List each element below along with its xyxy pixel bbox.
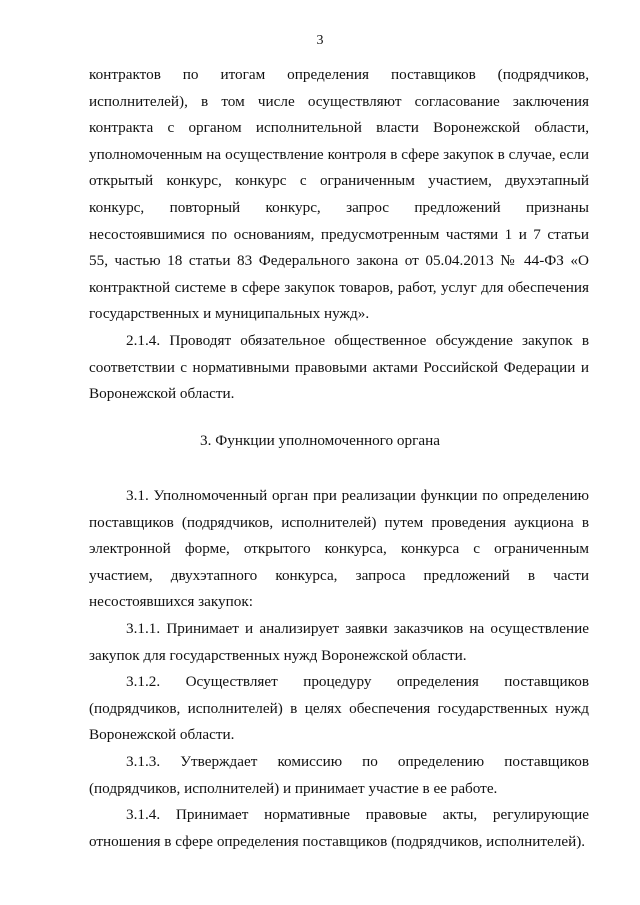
paragraph-3-1-2: 3.1.2. Осуществляет процедуру определения поставщиков (подрядчиков, исполнителей) в целях обеспечения государственных нужд Воронежской области. (89, 673, 589, 744)
paragraph-3-1-1: 3.1.1. Принимает и анализирует заявки заказчиков на осуществление закупок для государственных нужд Воронежской области. (89, 619, 589, 664)
text-block-section-3 (89, 483, 589, 855)
paragraph-3-1: 3.1. Уполномоченный орган при реализации функции по определению поставщиков (подрядчиков, исполнителей) путем проведения аукциона в электронной форме, открытого конкурса, конкурса с ограниченным участием, двухэтапного конкурса, запроса предложений в части несостоявшихся закупок: (89, 487, 589, 611)
paragraph-2-1-4: 2.1.4. Проводят обязательное общественное обсуждение закупок в соответствии с нормативными правовыми актами Российской Федерации и Воронежской области. (89, 331, 589, 403)
page-number: 3 (316, 33, 324, 48)
text-block-section-2 (89, 62, 589, 408)
paragraph-3-1-4: 3.1.4. Принимает нормативные правовые акты, регулирующие отношения в сфере определения поставщиков (подрядчиков, исполнителей). (89, 806, 589, 850)
section-heading: 3. Функции уполномоченного органа (200, 432, 440, 449)
paragraph-3-1-3: 3.1.3. Утверждает комиссию по определению поставщиков (подрядчиков, исполнителей) и принимает участие в ее работе. (89, 752, 589, 797)
paragraph-2-1-3-continuation: контрактов по итогам определения поставщиков (подрядчиков, исполнителей), в том числе осуществляют согласование заключения контракта с органом исполнительной власти Воронежской области, уполномоченным на осуществление контроля в сфере закупок в случае, если открытый конкурс, конкурс с ограниченным участием, двухэтапный конкурс, повторный конкурс, запрос предложений признаны несостоявшимися по основаниям, предусмотренным частями 1 и 7 статьи 55, частью 18 статьи 83 Федерального закона от 05.04.2013 № 44-ФЗ «О контрактной системе в сфере закупок товаров, работ, услуг для обеспечения государственных и муниципальных нужд». (89, 66, 589, 323)
